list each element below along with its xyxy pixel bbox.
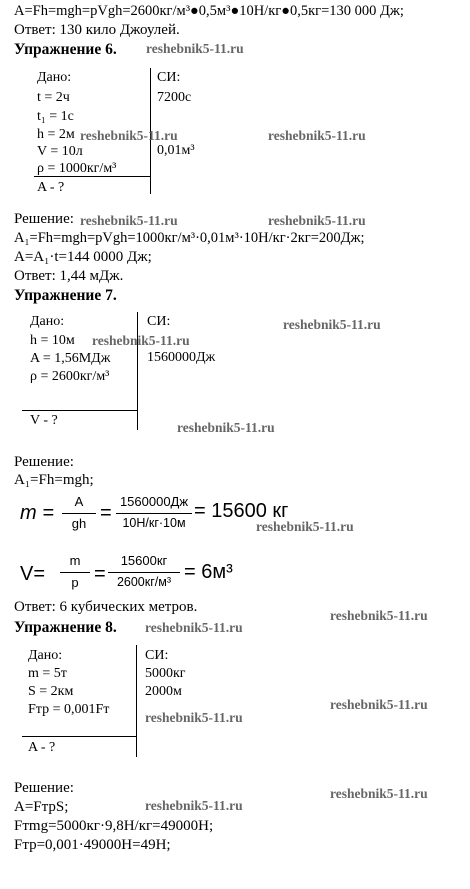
ex7-solution-line1: A₁=Fh=mgh; <box>14 472 94 488</box>
watermark: reshebnik5-11.ru <box>146 41 244 56</box>
given-item: A = 1,56МДж <box>30 351 111 366</box>
fraction-numerator: 1560000Дж <box>119 494 189 509</box>
watermark: reshebnik5-11.ru <box>145 620 243 635</box>
fraction-bar <box>60 572 90 573</box>
given-item: S = 2км <box>28 684 74 699</box>
top-formula-line: A=Fh=mgh=pVgh=2600кг/м³●0,5м³●10Н/кг●0,5кг=130 000 Дж; <box>14 3 404 19</box>
find-label: A - ? <box>28 740 56 755</box>
watermark: reshebnik5-11.ru <box>330 697 428 712</box>
formula-mass-lhs: m = <box>20 502 54 524</box>
si-item: 0,01м³ <box>157 143 195 158</box>
si-label: СИ: <box>145 648 169 663</box>
table-divider-vertical <box>137 312 138 430</box>
given-item: V = 10л <box>37 144 83 159</box>
given-item: m = 5т <box>28 666 67 681</box>
ex7-answer: Ответ: 6 кубических метров. <box>14 599 198 615</box>
ex8-solution-line1: A=FтрS; <box>14 799 69 815</box>
formula-volume-result: = 6м³ <box>184 561 233 583</box>
watermark: reshebnik5-11.ru <box>92 333 190 348</box>
si-item: 2000м <box>145 684 182 699</box>
given-item: t₁ = 1с <box>37 109 74 124</box>
fraction-numerator: 15600кг <box>120 553 168 568</box>
given-item: ρ = 2600кг/м³ <box>30 369 110 384</box>
given-label: Дано: <box>30 314 65 329</box>
fraction-denominator: 2600кг/м³ <box>116 575 172 589</box>
ex8-solution-label: Решение: <box>14 780 74 796</box>
ex8-solution-line3: Fтр=0,001·49000Н=49Н; <box>14 837 171 853</box>
given-label: Дано: <box>28 648 63 663</box>
watermark: reshebnik5-11.ru <box>145 710 243 725</box>
watermark: reshebnik5-11.ru <box>283 317 381 332</box>
given-item: t = 2ч <box>37 90 70 105</box>
given-item: ρ = 1000кг/м³ <box>37 161 117 176</box>
ex6-solution-line1: A₁=Fh=mgh=pVgh=1000кг/м³·0,01м³·10Н/кг·2кг=200Дж; <box>14 230 365 246</box>
fraction-bar <box>62 513 96 514</box>
given-item: Fтр = 0,001Fт <box>28 702 110 717</box>
table-divider-vertical <box>136 645 137 757</box>
watermark: reshebnik5-11.ru <box>256 519 354 534</box>
formula-mass-result: = 15600 кг <box>194 500 289 522</box>
ex7-solution-label: Решение: <box>14 454 74 470</box>
top-answer-line: Ответ: 130 кило Джоулей. <box>14 22 180 38</box>
fraction-bar <box>116 513 192 514</box>
ex6-solution-label: Решение: <box>14 211 74 227</box>
fraction-numerator: m <box>69 553 81 568</box>
fraction-numerator: A <box>74 494 84 509</box>
fraction-bar <box>108 572 180 573</box>
fraction-denominator: p <box>71 575 79 590</box>
si-item: 7200с <box>157 90 192 105</box>
exercise-6-heading: Упражнение 6. <box>14 41 117 58</box>
exercise-8-heading: Упражнение 8. <box>14 619 117 636</box>
ex6-answer: Ответ: 1,44 мДж. <box>14 268 124 284</box>
watermark: reshebnik5-11.ru <box>330 786 428 801</box>
given-label: Дано: <box>37 70 72 85</box>
equals-sign: = <box>94 563 106 585</box>
ex8-solution-line2: Fтmg=5000кг·9,8Н/кг=49000Н; <box>14 818 214 834</box>
watermark: reshebnik5-11.ru <box>80 213 178 228</box>
find-label: A - ? <box>37 180 65 195</box>
watermark: reshebnik5-11.ru <box>268 213 366 228</box>
si-label: СИ: <box>147 314 171 329</box>
watermark: reshebnik5-11.ru <box>80 128 178 143</box>
formula-volume-lhs: V= <box>20 563 46 585</box>
si-item: 1560000Дж <box>147 350 216 365</box>
watermark: reshebnik5-11.ru <box>330 608 428 623</box>
exercise-7-heading: Упражнение 7. <box>14 287 117 304</box>
watermark: reshebnik5-11.ru <box>268 128 366 143</box>
fraction-denominator: gh <box>71 516 87 531</box>
watermark: reshebnik5-11.ru <box>177 420 275 435</box>
equals-sign: = <box>100 502 112 524</box>
watermark: reshebnik5-11.ru <box>145 798 243 813</box>
table-divider-horizontal <box>22 736 136 737</box>
si-item: 5000кг <box>145 666 186 681</box>
given-item: h = 10м <box>30 333 75 348</box>
find-label: V - ? <box>30 413 58 428</box>
fraction-denominator: 10Н/кг·10м <box>122 516 186 530</box>
si-label: СИ: <box>157 70 181 85</box>
table-divider-horizontal <box>22 410 137 411</box>
ex6-solution-line2: A=A₁·t=144 0000 Дж; <box>14 249 152 265</box>
given-item: h = 2м <box>37 127 75 142</box>
